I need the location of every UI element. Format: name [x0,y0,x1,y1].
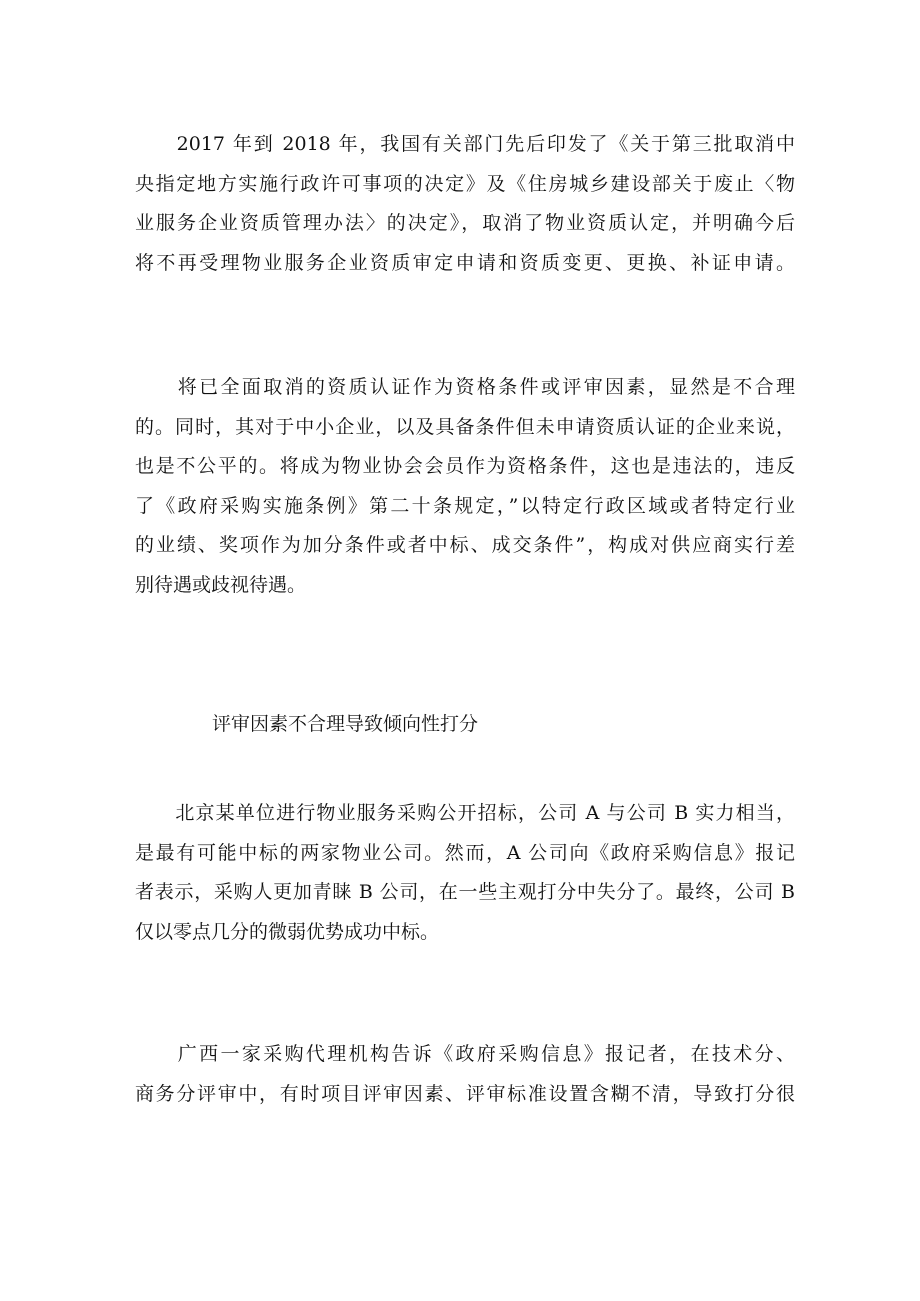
text-line: 仅以零点几分的微弱优势成功中标。 [135,920,440,943]
text-line: 别待遇或歧视待遇。 [135,573,307,596]
text-line: 的业绩、奖项作为加分条件或者中标、成交条件”，构成对供应商实行差 [135,534,795,556]
text-line: 央指定地方实施行政许可事项的决定》及《住房城乡建设部关于废止〈物 [135,172,795,195]
paragraph-unreasonable-conditions [135,368,795,605]
text-line: 也是不公平的。将成为物业协会会员作为资格条件，这也是违法的，违反 [135,455,795,477]
text-line: 是最有可能中标的两家物业公司。然而，A 公司向《政府采购信息》报记 [135,841,795,864]
text-line: 业服务企业资质管理办法〉的决定》，取消了物业资质认定，并明确今后 [135,212,795,234]
text-line: 广西一家采购代理机构告诉《政府采购信息》报记者，在技术分、 [135,1043,795,1065]
text-line: 将不再受理物业服务企业资质审定申请和资质变更、更换、补证申请。 [135,251,795,274]
text-line: 将已全面取消的资质认证作为资格条件或评审因素，显然是不合理 [135,376,795,398]
section-heading [212,705,612,745]
text-line: 北京某单位进行物业服务采购公开招标，公司 A 与公司 B 实力相当， [135,802,795,824]
text-line: 者表示，采购人更加青睐 B 公司，在一些主观打分中失分了。最终，公司 B [135,881,795,903]
paragraph-qualification-cancellation [135,125,795,283]
paragraph-guangxi-case [135,1035,795,1114]
heading-text: 评审因素不合理导致倾向性打分 [212,713,479,735]
text-line: 了《政府采购实施条例》第二十条规定，”以特定行政区域或者特定行业 [135,494,795,517]
text-line: 2017 年到 2018 年，我国有关部门先后印发了《关于第三批取消中 [135,133,795,155]
text-line: 商务分评审中，有时项目评审因素、评审标准设置含糊不清，导致打分很 [135,1082,795,1105]
text-line: 的。同时，其对于中小企业，以及具备条件但未申请资质认证的企业来说， [135,415,795,438]
paragraph-beijing-case [135,794,795,952]
